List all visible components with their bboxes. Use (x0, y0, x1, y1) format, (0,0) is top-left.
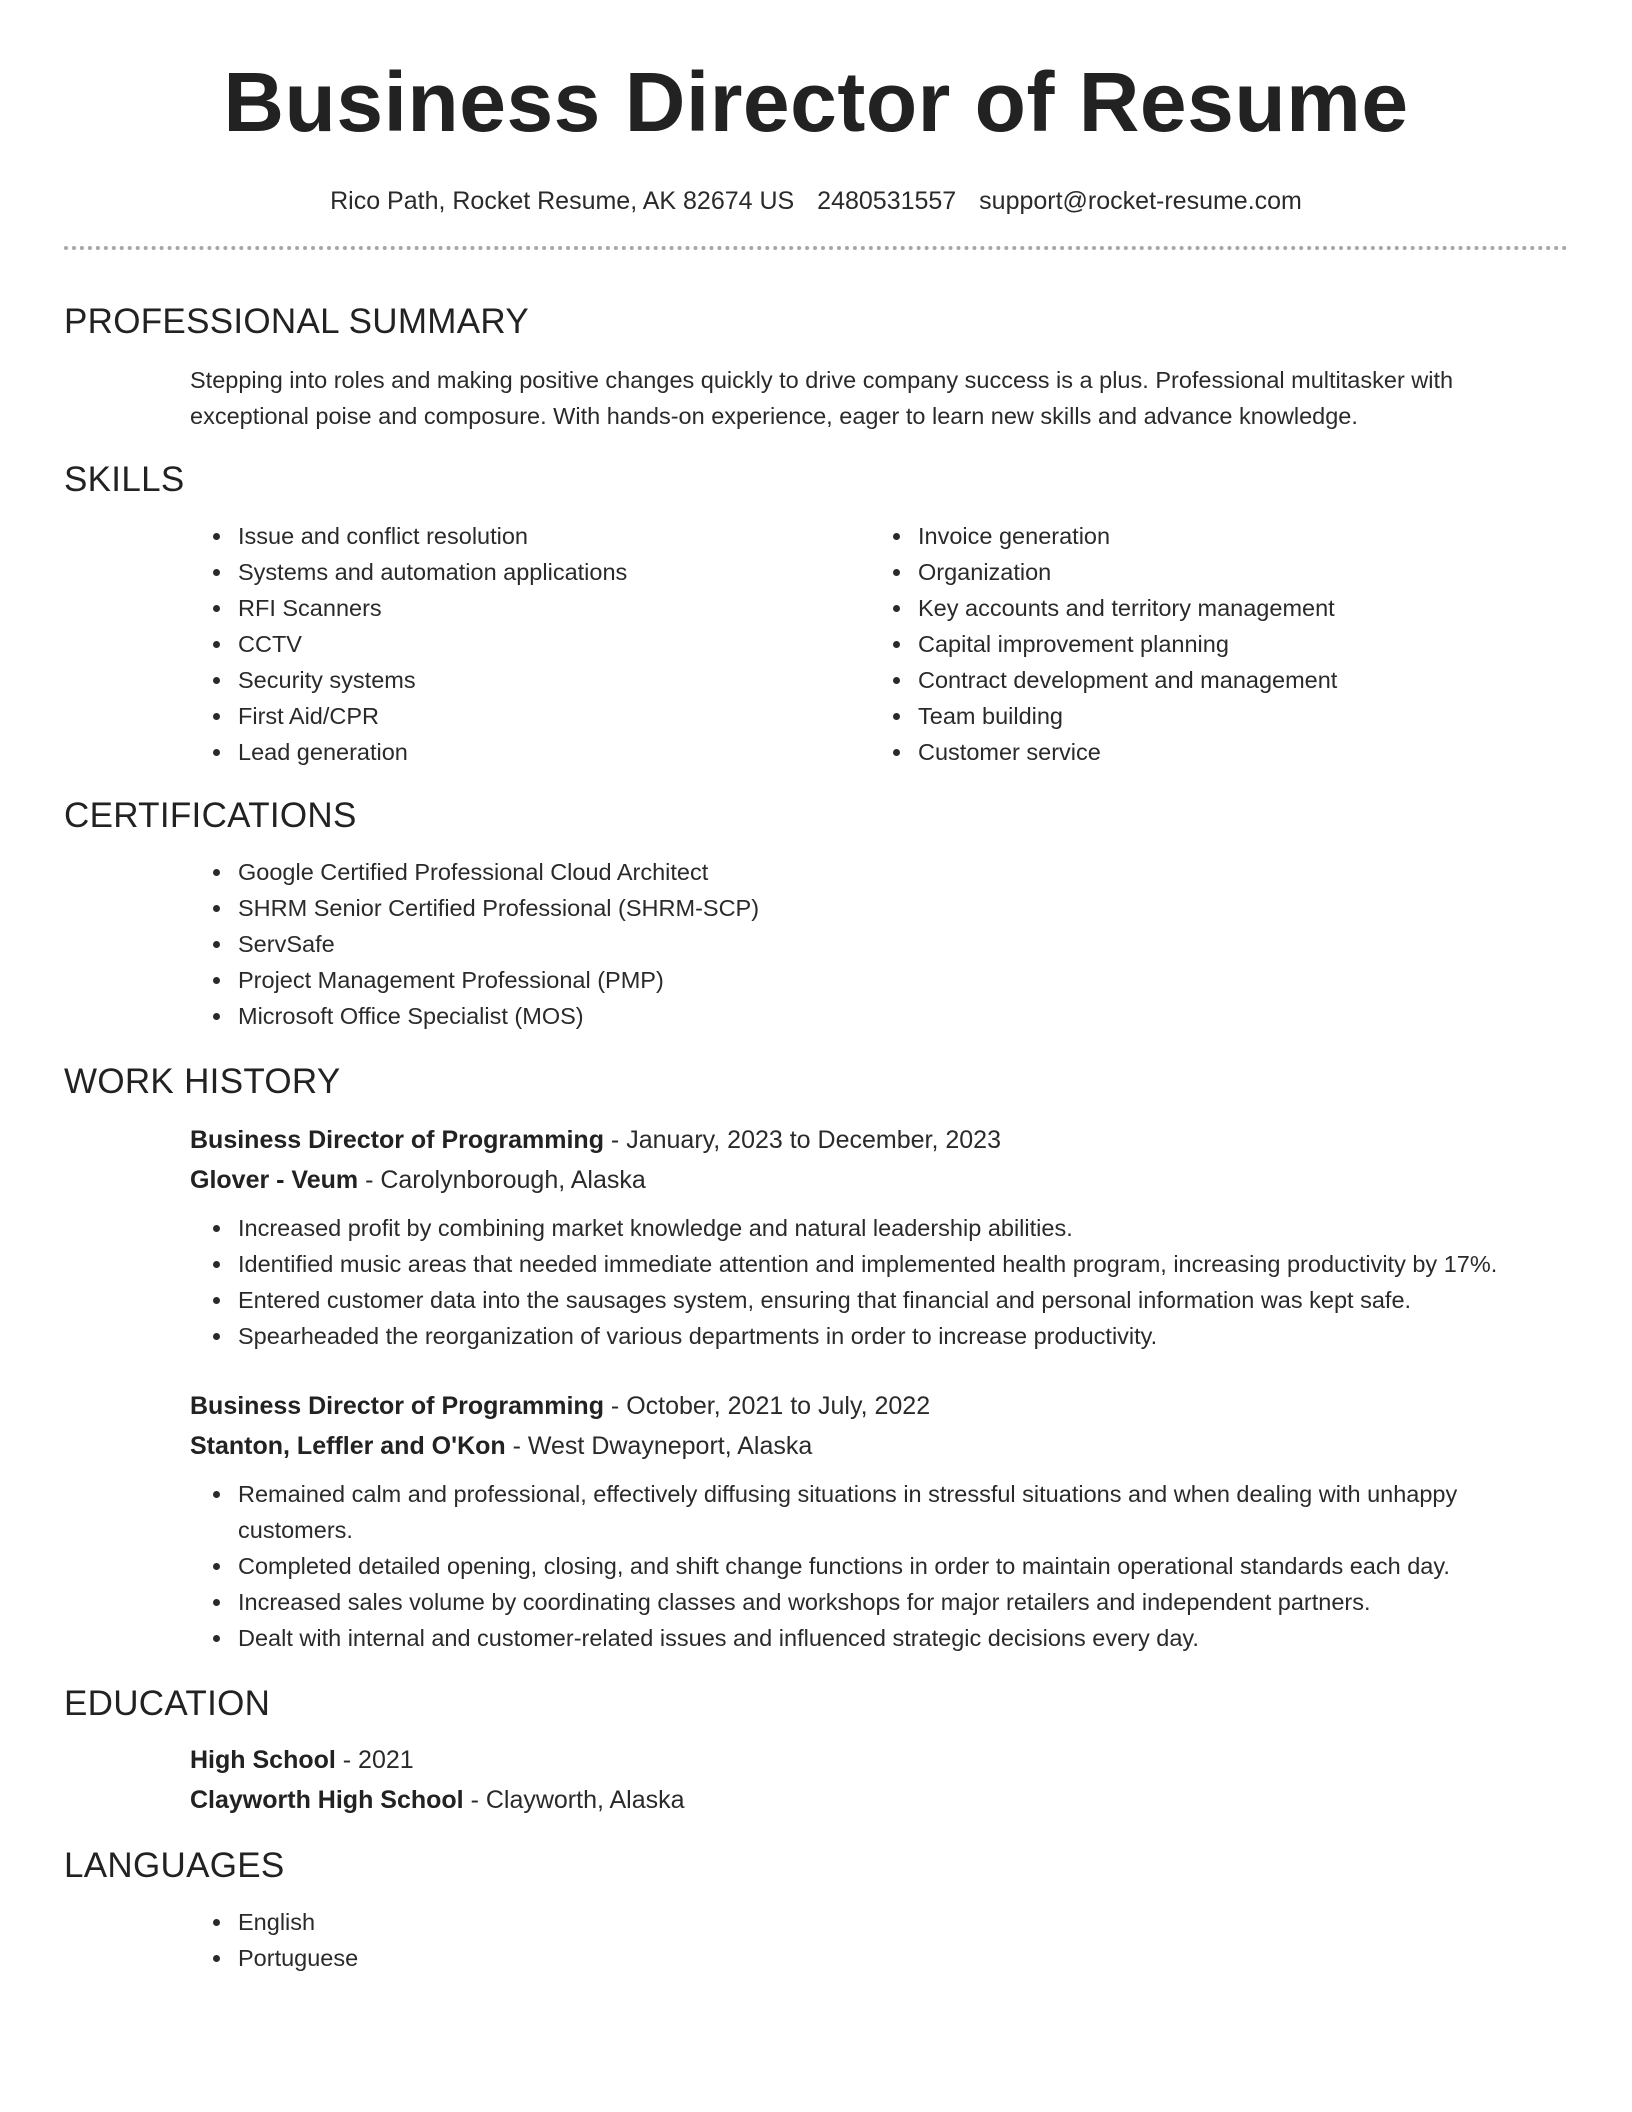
job-dates: - October, 2021 to July, 2022 (603, 1392, 931, 1420)
skill-item: • Security systems (234, 662, 914, 698)
skill-item: • Organization (914, 554, 1594, 590)
skills-section (64, 458, 1568, 770)
contact-email: support@rocket-resume.com (979, 187, 1302, 215)
job-role: Business Director of Programming (190, 1392, 604, 1420)
certification-item: • Microsoft Office Specialist (MOS) (234, 998, 1568, 1034)
skills-grid (64, 518, 1568, 770)
header-divider (64, 246, 1568, 250)
job-company-line (64, 1426, 1568, 1466)
skill-item: • Key accounts and territory management (914, 590, 1594, 626)
education-degree: High School (190, 1746, 336, 1774)
skill-item: • Invoice generation (914, 518, 1594, 554)
certification-item: • SHRM Senior Certified Professional (SHRM-SCP) (234, 890, 1568, 926)
contact-address: Rico Path, Rocket Resume, AK 82674 US (330, 187, 795, 215)
work-history-section (64, 1060, 1568, 1656)
resume-name: Business Director of Resume (223, 55, 1409, 149)
certifications-title: CERTIFICATIONS (64, 796, 357, 835)
job-bullet: • Spearheaded the reorganization of various departments in order to increase productivity. (234, 1318, 1568, 1354)
job-bullet: • Completed detailed opening, closing, and shift change functions in order to maintain operational standards each day. (234, 1548, 1568, 1584)
job-bullet: • Identified music areas that needed immediate attention and implemented health program, increasing productivity by 17%. (234, 1246, 1568, 1282)
skill-item: • Systems and automation applications (234, 554, 914, 590)
job-company: Stanton, Leffler and O'Kon (190, 1432, 506, 1460)
job-bullet: • Entered customer data into the sausages system, ensuring that financial and personal information was kept safe. (234, 1282, 1568, 1318)
skill-item: • RFI Scanners (234, 590, 914, 626)
skills-list-left (64, 518, 914, 770)
job-entry (64, 1120, 1568, 1354)
summary-text: Stepping into roles and making positive changes quickly to drive company success is a plus. Professional multitasker with exceptional poise and composure. With hands-on experience, eager to learn new skills and advance knowledge. (190, 367, 1454, 429)
job-title-line (64, 1386, 1568, 1426)
job-dates: - January, 2023 to December, 2023 (603, 1126, 1001, 1154)
skill-item: • Lead generation (234, 734, 914, 770)
skill-item: • Team building (914, 698, 1594, 734)
skills-list-right (914, 518, 1594, 770)
certification-item: • Project Management Professional (PMP) (234, 962, 1568, 998)
certification-item: • Google Certified Professional Cloud Architect (234, 854, 1568, 890)
job-entry (64, 1386, 1568, 1656)
work-history-title: WORK HISTORY (64, 1062, 341, 1101)
summary-section (64, 300, 1568, 434)
skills-title: SKILLS (64, 460, 185, 499)
job-location: - Carolynborough, Alaska (358, 1166, 646, 1194)
education-location: - Clayworth, Alaska (463, 1786, 685, 1814)
job-location: - West Dwayneport, Alaska (505, 1432, 813, 1460)
certifications-list (64, 854, 1568, 1034)
job-role: Business Director of Programming (190, 1126, 604, 1154)
job-bullet: • Increased sales volume by coordinating classes and workshops for major retailers and independent partners. (234, 1584, 1568, 1620)
languages-title: LANGUAGES (64, 1846, 285, 1885)
certifications-section (64, 794, 1568, 1034)
summary-title: PROFESSIONAL SUMMARY (64, 302, 529, 341)
education-year: - 2021 (335, 1746, 414, 1774)
skill-item: • Issue and conflict resolution (234, 518, 914, 554)
education-school-line (64, 1780, 1568, 1820)
certification-item: • ServSafe (234, 926, 1568, 962)
job-bullets (64, 1210, 1568, 1354)
contact-phone: 2480531557 (817, 187, 957, 215)
job-company: Glover - Veum (190, 1166, 359, 1194)
education-section (64, 1682, 1568, 1820)
skill-item: • Capital improvement planning (914, 626, 1594, 662)
job-bullet: • Increased profit by combining market knowledge and natural leadership abilities. (234, 1210, 1568, 1246)
education-entry (64, 1740, 1568, 1820)
language-item: • English (234, 1904, 1568, 1940)
languages-list (64, 1904, 1568, 1976)
job-title-line (64, 1120, 1568, 1160)
job-bullets (64, 1476, 1568, 1656)
job-bullet: • Remained calm and professional, effectively diffusing situations in stressful situations and when dealing with unhappy customers. (234, 1476, 1568, 1548)
skill-item: • CCTV (234, 626, 914, 662)
job-company-line (64, 1160, 1568, 1200)
skill-item: • Contract development and management (914, 662, 1594, 698)
skill-item: • Customer service (914, 734, 1594, 770)
languages-section (64, 1844, 1568, 1976)
skill-item: • First Aid/CPR (234, 698, 914, 734)
education-degree-line (64, 1740, 1568, 1780)
language-item: • Portuguese (234, 1940, 1568, 1976)
education-school: Clayworth High School (190, 1786, 464, 1814)
education-title: EDUCATION (64, 1684, 271, 1723)
contact-line (64, 186, 1568, 216)
job-bullet: • Dealt with internal and customer-related issues and influenced strategic decisions every day. (234, 1620, 1568, 1656)
